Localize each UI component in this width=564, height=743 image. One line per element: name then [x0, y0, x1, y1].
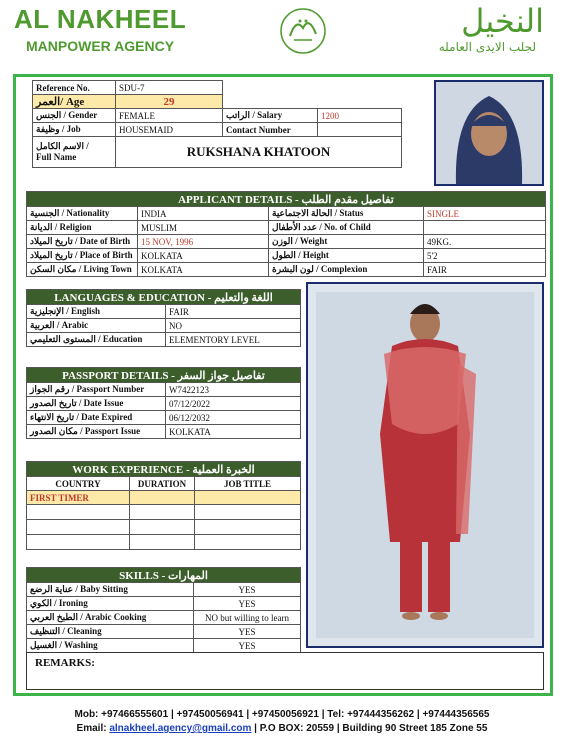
- footer-email-label: Email:: [76, 723, 107, 734]
- work-header-country: COUNTRY: [27, 477, 130, 491]
- arabic-cooking-value: NO but willing to learn: [194, 611, 301, 625]
- table-row: [27, 411, 301, 425]
- passport-issue-value: KOLKATA: [166, 425, 301, 439]
- skills-table: [26, 567, 301, 653]
- work-experience-title: WORK EXPERIENCE - الخبرة العملية: [27, 462, 301, 477]
- ironing-value: YES: [194, 597, 301, 611]
- applicant-details-title: APPLICANT DETAILS - تفاصيل مقدم الطلب: [27, 192, 546, 207]
- contact-value: [318, 123, 402, 137]
- height-label: الطول / Height: [269, 249, 424, 263]
- languages-table: [26, 289, 301, 347]
- reference-value: SDU-7: [116, 81, 223, 95]
- company-subtitle-arabic: لجلب الايدى العامله: [438, 40, 536, 54]
- english-value: FAIR: [166, 305, 301, 319]
- birthplace-value: KOLKATA: [138, 249, 269, 263]
- living-town-value: KOLKATA: [138, 263, 269, 277]
- work-empty-cell: [195, 491, 301, 505]
- status-value: SINGLE: [424, 207, 546, 221]
- table-row: [27, 249, 546, 263]
- date-issue-label: تاريخ الصدور / Date Issue: [27, 397, 166, 411]
- date-expired-value: 06/12/2032: [166, 411, 301, 425]
- table-row: [27, 305, 301, 319]
- english-label: الإنجليزية / English: [27, 305, 166, 319]
- salary-label: الراتب / Salary: [223, 109, 318, 123]
- full-body-photo: [306, 282, 544, 648]
- job-value: HOUSEMAID: [116, 123, 223, 137]
- washing-value: YES: [194, 639, 301, 653]
- ironing-label: الكوي / Ironing: [27, 597, 194, 611]
- cleaning-value: YES: [194, 625, 301, 639]
- passport-number-label: رقم الجواز / Passport Number: [27, 383, 166, 397]
- table-row: [27, 639, 301, 653]
- footer-contacts: Mob: +97466555601 | +97450056941 | +97450056921 | Tel: +97444356262 | +97444356565: [74, 709, 490, 720]
- fullname-label: [33, 137, 116, 168]
- arabic-value: NO: [166, 319, 301, 333]
- salary-value: 1200: [318, 109, 402, 123]
- arabic-label: العربية / Arabic: [27, 319, 166, 333]
- skills-title: SKILLS - المهارات: [27, 568, 301, 583]
- date-issue-value: 07/12/2022: [166, 397, 301, 411]
- passport-number-value: W7422123: [166, 383, 301, 397]
- company-name: AL NAKHEEL: [14, 4, 187, 34]
- table-row: [27, 221, 546, 235]
- languages-title: LANGUAGES & EDUCATION - اللغة والتعليم: [27, 290, 301, 305]
- table-row: [27, 505, 301, 520]
- table-row: [27, 235, 546, 249]
- top-info-table: [32, 80, 402, 168]
- height-value: 5'2: [424, 249, 546, 263]
- work-header-duration: DURATION: [130, 477, 195, 491]
- remarks-box: [26, 652, 544, 690]
- reference-label: Reference No.: [33, 81, 116, 95]
- dob-label: تاريخ الميلاد / Date of Birth: [27, 235, 138, 249]
- company-name-arabic: النخيل: [461, 2, 544, 40]
- table-row: [27, 597, 301, 611]
- living-town-label: مكان السكن / Living Town: [27, 263, 138, 277]
- nationality-label: الجنسية / Nationality: [27, 207, 138, 221]
- headshot-photo: [434, 80, 544, 186]
- table-row: [27, 611, 301, 625]
- table-row: [27, 535, 301, 550]
- baby-sitting-label: عناية الرضع / Baby Sitting: [27, 583, 194, 597]
- table-row: [27, 491, 301, 505]
- fullname-label-english: Full Name: [36, 152, 77, 162]
- footer-po-box: | P.O BOX: 20559 | Building 90 Street 185 Zone 55: [254, 723, 488, 734]
- work-header-job-title: JOB TITLE: [195, 477, 301, 491]
- status-label: الحالة الاجتماعية / Status: [269, 207, 424, 221]
- religion-label: الديانة / Religion: [27, 221, 138, 235]
- fullname-value: RUKSHANA KHATOON: [116, 137, 402, 168]
- first-timer-cell: FIRST TIMER: [27, 491, 130, 505]
- table-row: [27, 425, 301, 439]
- table-row: [27, 207, 546, 221]
- table-row: [27, 625, 301, 639]
- company-logo: [276, 6, 330, 56]
- education-value: ELEMENTORY LEVEL: [166, 333, 301, 347]
- cleaning-label: التنظيف / Cleaning: [27, 625, 194, 639]
- table-row: [27, 333, 301, 347]
- table-row: [27, 319, 301, 333]
- footer-email-link[interactable]: alnakheel.agency@gmail.com: [109, 723, 252, 734]
- date-expired-label: تاريخ الانتهاء / Date Expired: [27, 411, 166, 425]
- table-row: [27, 263, 546, 277]
- religion-value: MUSLIM: [138, 221, 269, 235]
- children-label: عدد الأطفال / No. of Child: [269, 221, 424, 235]
- fullname-label-arabic: الاسم الكامل /: [36, 141, 89, 151]
- passport-title: PASSPORT DETAILS - تفاصيل جواز السفر: [27, 368, 301, 383]
- washing-label: الغسيل / Washing: [27, 639, 194, 653]
- age-value: 29: [116, 95, 223, 109]
- gender-value: FEMALE: [116, 109, 223, 123]
- arabic-cooking-label: الطبخ العربي / Arabic Cooking: [27, 611, 194, 625]
- education-label: المستوى التعليمي / Education: [27, 333, 166, 347]
- table-row: [27, 383, 301, 397]
- passport-table: [26, 367, 301, 439]
- children-value: [424, 221, 546, 235]
- nationality-value: INDIA: [138, 207, 269, 221]
- gender-label: الجنس / Gender: [33, 109, 116, 123]
- remarks-label: REMARKS:: [35, 657, 95, 669]
- job-label: وظيفة / Job: [33, 123, 116, 137]
- work-empty-cell: [130, 491, 195, 505]
- dob-value: 15 NOV, 1996: [138, 235, 269, 249]
- table-row: [27, 520, 301, 535]
- work-experience-table: [26, 461, 301, 550]
- complexion-label: لون البشرة / Complexion: [269, 263, 424, 277]
- contact-label: Contact Number: [223, 123, 318, 137]
- birthplace-label: تاريخ الميلاد / Place of Birth: [27, 249, 138, 263]
- complexion-value: FAIR: [424, 263, 546, 277]
- baby-sitting-value: YES: [194, 583, 301, 597]
- company-subtitle: MANPOWER AGENCY: [26, 38, 175, 54]
- age-label: العمر/ Age: [33, 95, 116, 109]
- table-row: [27, 583, 301, 597]
- applicant-details-table: [26, 191, 546, 277]
- weight-value: 49KG.: [424, 235, 546, 249]
- table-row: [27, 397, 301, 411]
- passport-issue-label: مكان الصدور / Passport Issue: [27, 425, 166, 439]
- footer-address: [0, 723, 564, 734]
- weight-label: الوزن / Weight: [269, 235, 424, 249]
